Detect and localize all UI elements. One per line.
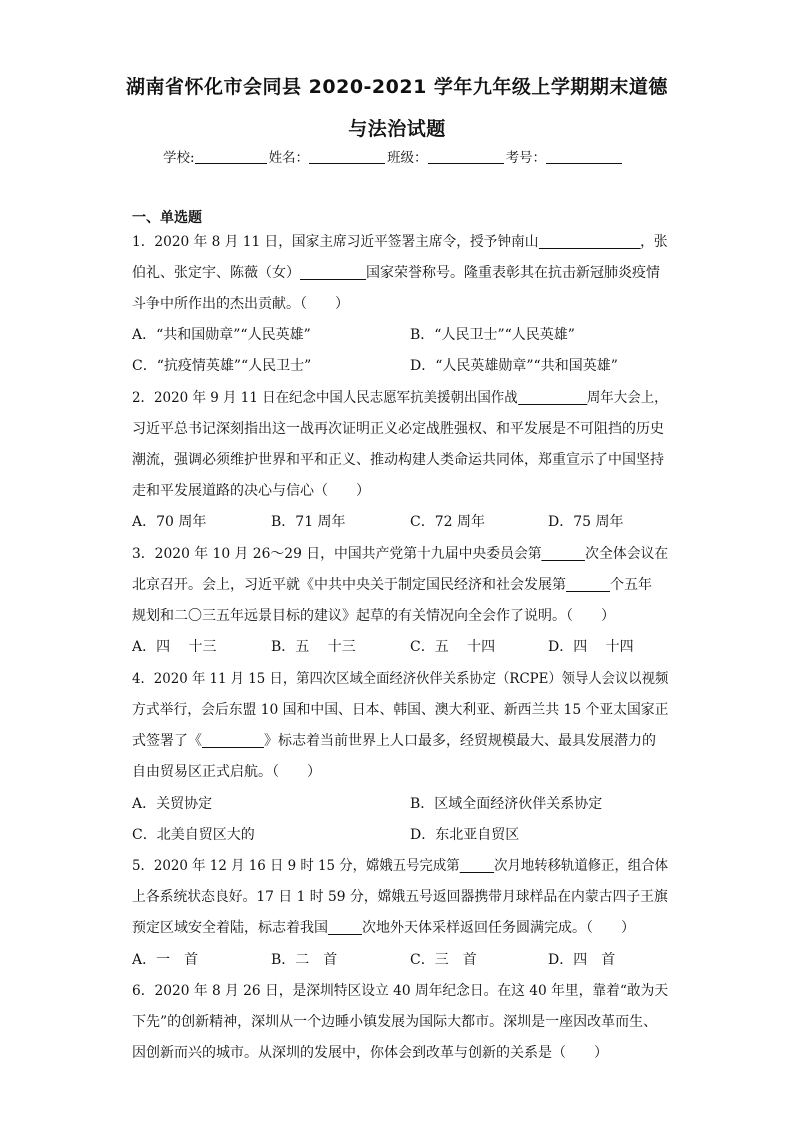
question-4-line-3: 式签署了《 》标志着当前世界上人口最多，经贸规模最大、最具发展潜力的 xyxy=(132,733,656,749)
question-3-line-2: 北京召开。会上，习近平就《中共中央关于制定国民经济和社会发展第 个五年 xyxy=(132,577,652,593)
question-6-line-1: 6．2020 年 8 月 26 日，是深圳特区设立 40 周年纪念日。在这 40 年里，靠着“敢为天 xyxy=(132,983,669,999)
question-3-line-3: 规划和二〇三五年远景目标的建议》起草的有关情况向全会作了说明。（ ） xyxy=(132,608,615,624)
answer-blank xyxy=(300,265,366,280)
question-6-line-3: 因创新而兴的城市。从深圳的发展中，你体会到改革与创新的关系是（ ） xyxy=(132,1045,608,1061)
question-3-option-d: D．四 十四 xyxy=(548,639,634,655)
question-5-option-c: C．三 首 xyxy=(410,952,477,968)
exam-number-blank xyxy=(546,149,622,164)
name-blank xyxy=(309,149,385,164)
question-4-option-d: D．东北亚自贸区 xyxy=(410,827,520,843)
answer-blank xyxy=(538,234,640,249)
answer-blank xyxy=(460,858,494,873)
question-5-line-2: 上各系统状态良好。17 日 1 时 59 分，嫦娥五号返回器携带月球样品在内蒙古四子王旗 xyxy=(132,889,668,905)
question-4-line-2: 方式举行，会后东盟 10 国和中国、日本、韩国、澳大利亚、新西兰共 15 个亚太国家正 xyxy=(132,702,669,718)
answer-blank xyxy=(202,733,264,748)
answer-blank xyxy=(566,577,610,592)
question-6-line-2: 下先”的创新精神，深圳从一个边睡小镇发展为国际大都市。深圳是一座因改革而生、 xyxy=(132,1014,658,1030)
question-2-line-3: 潮流，强调必须维护世界和平和正义、推动构建人类命运共同体，郑重宣示了中国坚持 xyxy=(132,452,664,468)
question-4-line-4: 自由贸易区正式启航。（ ） xyxy=(132,764,321,780)
question-4-option-b: B．区域全面经济伙伴关系协定 xyxy=(410,796,603,812)
student-info-row xyxy=(163,146,624,166)
question-5-line-1: 5．2020 年 12 月 16 日 9 时 15 分，嫦娥五号完成第 次月地转移轨道修正，组合体 xyxy=(132,858,668,874)
answer-blank xyxy=(328,920,362,935)
question-4-option-c: C．北美自贸区大的 xyxy=(132,827,255,843)
question-3-option-b: B．五 十三 xyxy=(271,639,356,655)
question-2-line-1: 2．2020 年 9 月 11 日在纪念中国人民志愿军抗美援朝出国作战 周年大会上， xyxy=(132,390,668,406)
question-1-option-a: A．“共和国勋章”“人民英雄” xyxy=(132,327,311,343)
section-heading: 一、单选题 xyxy=(132,210,202,226)
exam-title-line-1: 湖南省怀化市会同县 2020-2021 学年九年级上学期期末道德 xyxy=(126,76,668,98)
answer-blank xyxy=(518,390,587,405)
question-2-option-a: A．70 周年 xyxy=(132,514,207,530)
question-1-option-c: C．“抗疫情英雄”“人民卫士” xyxy=(132,358,312,374)
question-5-option-a: A．一 首 xyxy=(132,952,199,968)
question-1-option-b: B．“人民卫士”“人民英雄” xyxy=(410,327,575,343)
question-1-line-2: 伯礼、张定宇、陈薇（女） 国家荣誉称号。隆重表彰其在抗击新冠肺炎疫情 xyxy=(132,265,660,281)
question-5-option-d: D．四 首 xyxy=(548,952,616,968)
school-blank xyxy=(195,149,267,164)
question-3-line-1: 3．2020 年 10 月 26～29 日，中国共产党第十九届中央委员会第 次全体会议在 xyxy=(132,546,669,562)
answer-blank xyxy=(542,546,586,561)
question-1-line-1: 1．2020 年 8 月 11 日，国家主席习近平签署主席令，授予钟南山 ，张 xyxy=(132,234,668,250)
question-1-line-3: 斗争中所作出的杰出贡献。（ ） xyxy=(132,296,349,312)
question-3-option-c: C．五 十四 xyxy=(410,639,496,655)
question-3-option-a: A．四 十三 xyxy=(132,639,217,655)
question-2-line-4: 走和平发展道路的决心与信心（ ） xyxy=(132,483,370,499)
question-1-option-d: D．“人民英雄勋章”“共和国英雄” xyxy=(410,358,618,374)
class-blank xyxy=(428,149,504,164)
question-2-line-2: 习近平总书记深刻指出这一战再次证明正义必定战胜强权、和平发展是不可阻挡的历史 xyxy=(132,421,664,437)
school-label: 学校: xyxy=(163,150,195,166)
exam-number-label: 考号： xyxy=(505,150,547,166)
question-4-line-1: 4．2020 年 11 月 15 日，第四次区域全面经济伙伴关系协定（RCPE）领导人会议以视频 xyxy=(132,671,669,687)
question-4-option-a: A．关贸协定 xyxy=(132,796,213,812)
question-2-option-d: D．75 周年 xyxy=(548,514,624,530)
name-label: 姓名： xyxy=(268,150,310,166)
question-2-option-b: B．71 周年 xyxy=(271,514,346,530)
question-2-option-c: C．72 周年 xyxy=(410,514,485,530)
question-5-line-3: 预定区域安全着陆，标志着我国 次地外天体采样返回任务圆满完成。（ ） xyxy=(132,920,635,936)
question-5-option-b: B．二 首 xyxy=(271,952,338,968)
class-label: 班级： xyxy=(387,150,428,166)
exam-title-line-2: 与法治试题 xyxy=(348,118,446,140)
